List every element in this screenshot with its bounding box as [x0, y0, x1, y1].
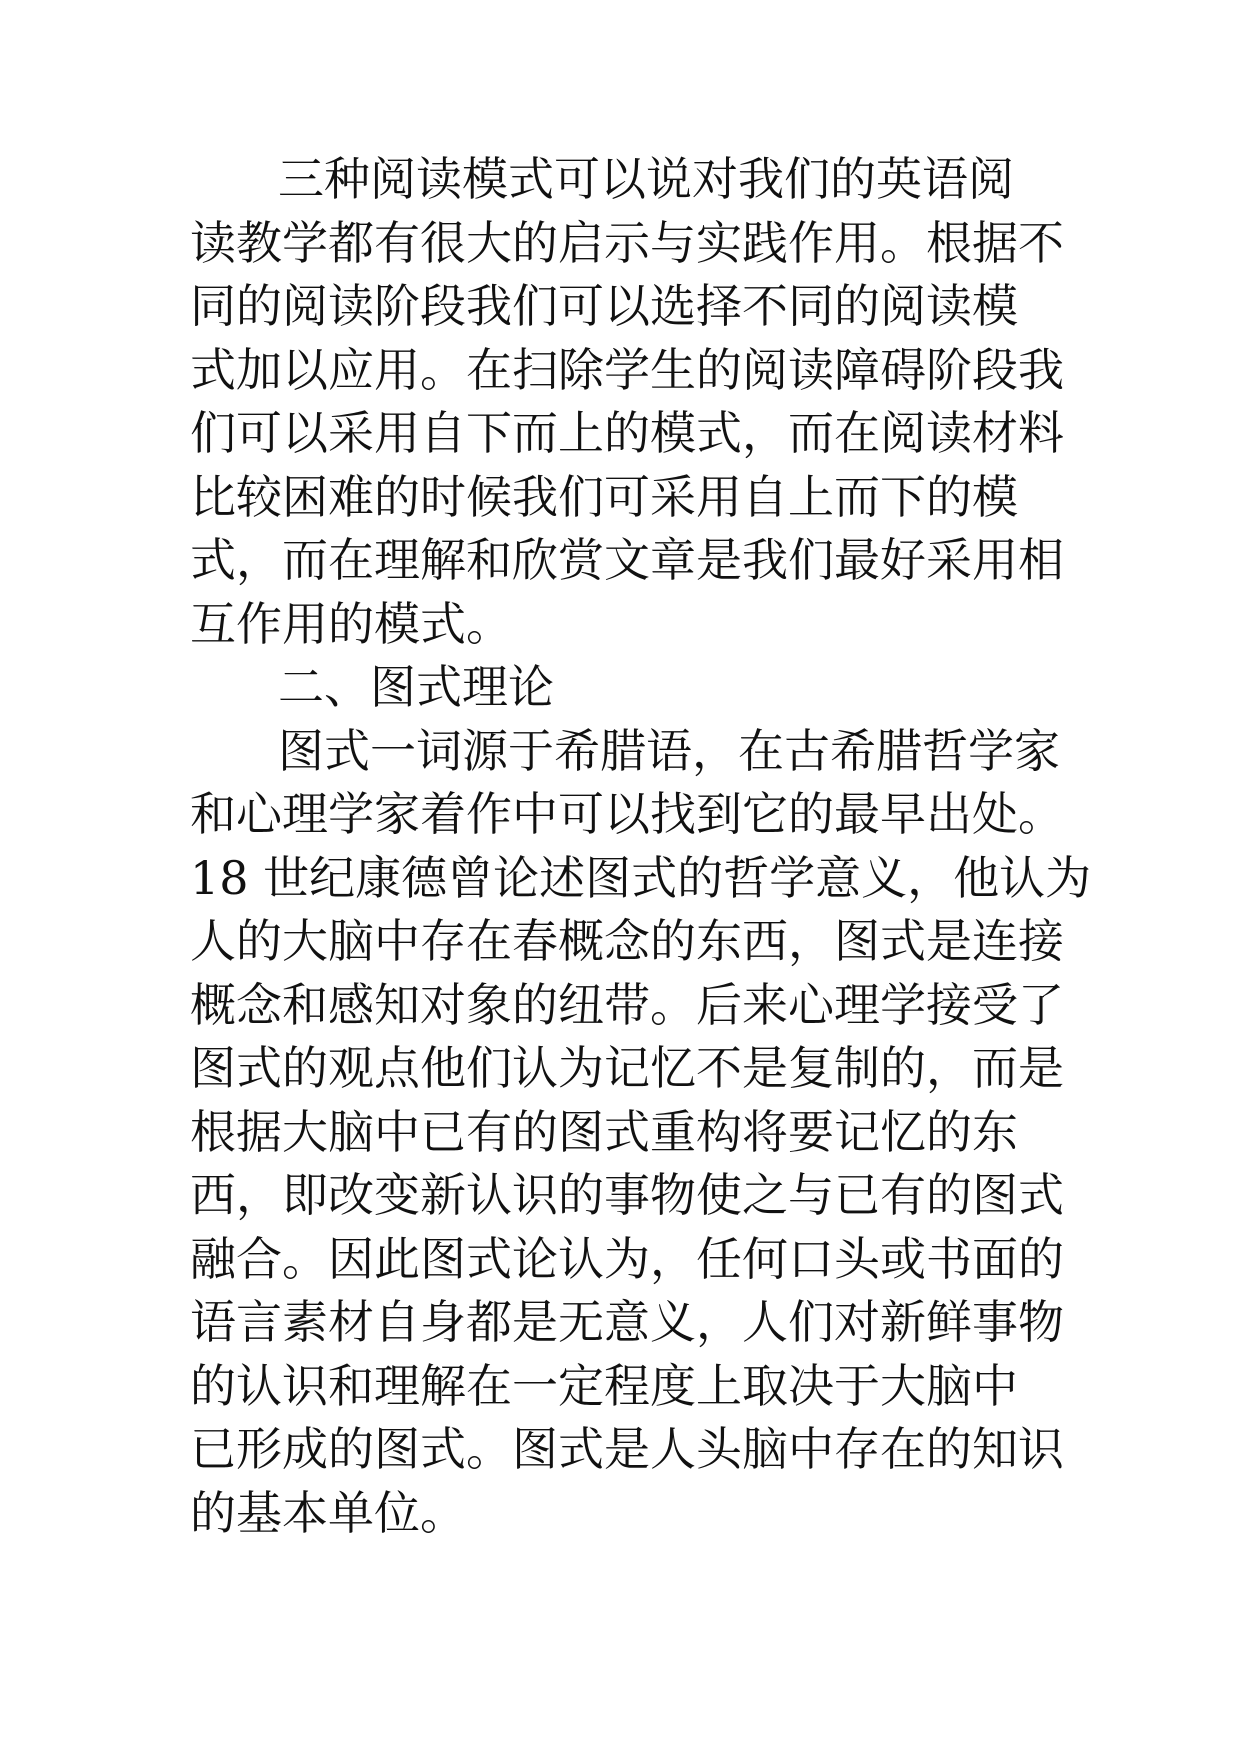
text-line: 西，即改变新认识的事物使之与已有的图式: [190, 1168, 1064, 1222]
text-line: 语言素材自身都是无意义，人们对新鲜事物: [190, 1295, 1064, 1349]
text-line: 三种阅读模式可以说对我们的英语阅: [278, 152, 1014, 206]
text-line: 同的阅读阶段我们可以选择不同的阅读模: [190, 279, 1018, 333]
section-heading: 二、图式理论: [278, 660, 554, 714]
text-line: 式，而在理解和欣赏文章是我们最好采用相: [190, 533, 1064, 587]
body-text: [190, 148, 1092, 1545]
text-line: 的认识和理解在一定程度上取决于大脑中: [190, 1358, 1018, 1413]
text-line: 人的大脑中存在春概念的东西，图式是连接: [190, 914, 1064, 968]
text-line: 式加以应用。在扫除学生的阅读障碍阶段我: [190, 342, 1064, 397]
text-line: 们可以采用自下而上的模式，而在阅读材料: [190, 406, 1064, 460]
text-line: 根据大脑中已有的图式重构将要记忆的东: [190, 1104, 1018, 1159]
text-line: 读教学都有很大的启示与实践作用。根据不: [190, 215, 1064, 270]
text-line: 已形成的图式。图式是人头脑中存在的知识: [190, 1422, 1064, 1476]
text-line: 18 世纪康德曾论述图式的哲学意义，他认为: [190, 850, 1092, 905]
text-line: 图式一词源于希腊语，在古希腊哲学家: [278, 723, 1060, 778]
text-line: 的基本单位。: [190, 1485, 466, 1540]
text-line: 和心理学家着作中可以找到它的最早出处。: [190, 787, 1064, 841]
text-line: 互作用的模式。: [190, 596, 512, 651]
text-line: 融合。因此图式论认为，任何口头或书面的: [190, 1231, 1064, 1286]
text-line: 图式的观点他们认为记忆不是复制的，而是: [190, 1041, 1064, 1095]
text-line: 概念和感知对象的纽带。后来心理学接受了: [190, 977, 1064, 1032]
text-line: 比较困难的时候我们可采用自上而下的模: [190, 469, 1018, 524]
